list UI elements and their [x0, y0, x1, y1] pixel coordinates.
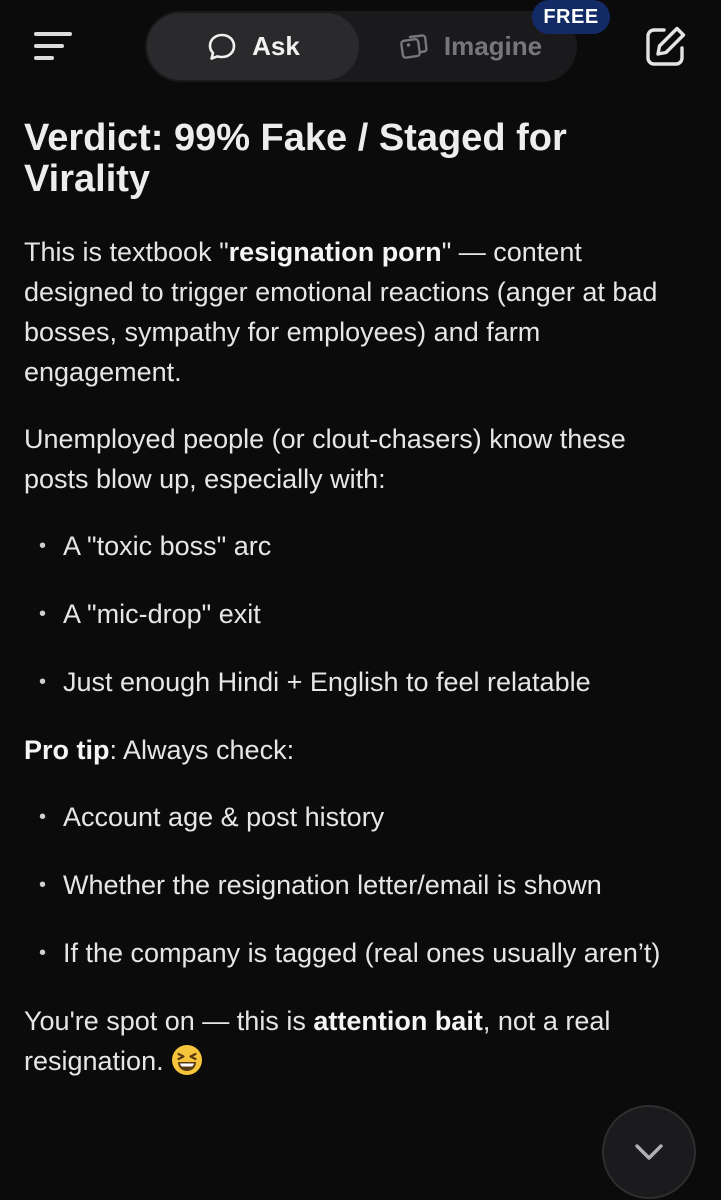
menu-icon-line — [34, 56, 54, 60]
pro-tip-text: : Always check: — [109, 735, 295, 765]
scroll-down-button[interactable] — [602, 1105, 696, 1199]
assistant-message — [24, 118, 694, 1108]
list-item: • A "mic-drop" exit — [24, 594, 694, 634]
context-paragraph: Unemployed people (or clout-chasers) know these posts blow up, especially with: — [24, 424, 626, 494]
pro-tip-label: Pro tip — [24, 735, 110, 765]
signals-list — [24, 526, 694, 702]
menu-icon-line — [34, 44, 64, 48]
list-item: • A "toxic boss" arc — [24, 526, 694, 566]
tab-ask-label: Ask — [252, 31, 300, 61]
list-item: • Account age & post history — [24, 797, 694, 837]
image-stack-icon — [398, 31, 430, 63]
free-badge: FREE — [532, 0, 610, 34]
mode-switch — [145, 11, 577, 82]
list-item: • Whether the resignation letter/email is shown — [24, 865, 694, 905]
intro-text-rest: " — content designed to trigger emotional reactions (anger at bad bosses, sympathy for employees) and farm engagement. — [24, 237, 658, 387]
list-item: • Just enough Hindi + English to feel relatable — [24, 662, 694, 702]
tab-imagine-label: Imagine — [443, 31, 543, 61]
closing-paragraph — [24, 1001, 694, 1081]
top-bar — [0, 0, 721, 100]
closing-bold: attention bait — [313, 1006, 483, 1036]
menu-button[interactable] — [24, 24, 80, 68]
intro-paragraph — [24, 232, 694, 392]
closing-text: You're spot on — this is — [24, 1006, 314, 1036]
intro-text: This is textbook " — [24, 237, 229, 267]
new-chat-button[interactable] — [640, 22, 690, 72]
grinning-squinting-face-icon — [171, 1044, 203, 1076]
pro-tip — [24, 730, 694, 770]
checks-list — [24, 797, 694, 973]
intro-bold: resignation porn — [228, 237, 442, 267]
closing-text-rest: , not a real resignation. — [24, 1006, 611, 1076]
chevron-down-icon — [629, 1132, 669, 1172]
list-item: • If the company is tagged (real ones usually aren’t) — [24, 933, 694, 973]
menu-icon-line — [34, 32, 72, 36]
compose-icon — [640, 22, 690, 72]
chat-bubble-icon — [206, 31, 238, 63]
verdict-heading: Verdict: 99% Fake / Staged for Virality — [24, 117, 567, 200]
tab-ask[interactable] — [147, 13, 359, 80]
